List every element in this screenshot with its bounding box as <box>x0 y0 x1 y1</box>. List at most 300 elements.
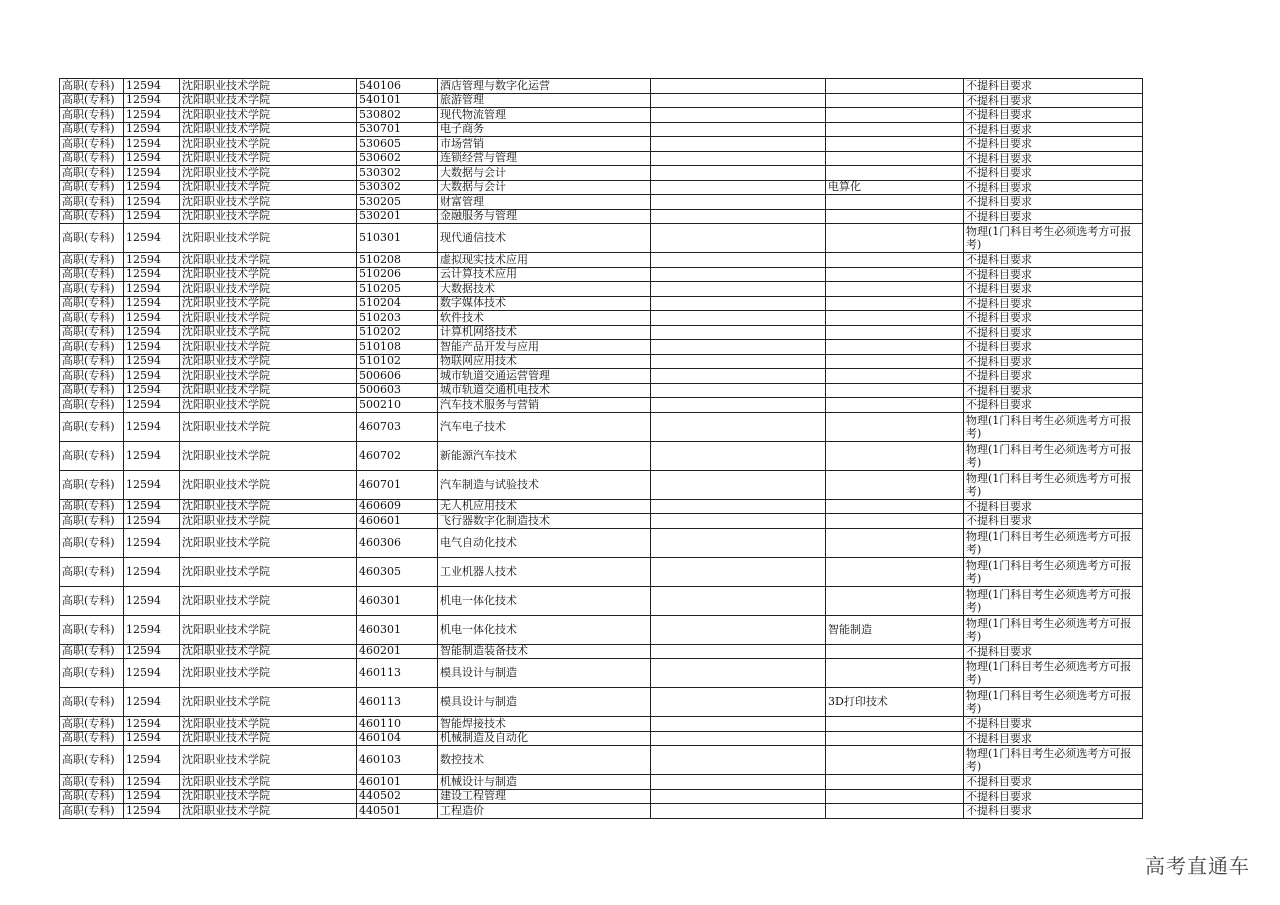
cell-school-code: 12594 <box>124 340 180 355</box>
cell-level: 高职(专科) <box>60 688 124 717</box>
cell-level: 高职(专科) <box>60 151 124 166</box>
cell-level: 高职(专科) <box>60 514 124 529</box>
table-row <box>60 180 1143 195</box>
cell-level: 高职(专科) <box>60 180 124 195</box>
table-row <box>60 528 1143 557</box>
cell-subject-requirement: 不提科目要求 <box>964 383 1143 398</box>
cell-subject-requirement: 物理(1门科目考生必须选考方可报考) <box>964 224 1143 253</box>
cell-direction <box>826 644 964 659</box>
cell-major-code: 460306 <box>357 528 438 557</box>
cell-subject-requirement: 不提科目要求 <box>964 108 1143 123</box>
cell-major-code: 460103 <box>357 746 438 775</box>
cell-school-name: 沈阳职业技术学院 <box>180 253 357 268</box>
table-row <box>60 296 1143 311</box>
cell-direction: 智能制造 <box>826 615 964 644</box>
cell-school-name: 沈阳职业技术学院 <box>180 325 357 340</box>
cell-school-name: 沈阳职业技术学院 <box>180 195 357 210</box>
cell-subject-requirement: 不提科目要求 <box>964 775 1143 790</box>
table-row <box>60 383 1143 398</box>
cell-level: 高职(专科) <box>60 717 124 732</box>
cell-subject-requirement: 不提科目要求 <box>964 354 1143 369</box>
cell-subject-requirement: 不提科目要求 <box>964 137 1143 152</box>
cell-subject-requirement: 物理(1门科目考生必须选考方可报考) <box>964 586 1143 615</box>
cell-major-name: 物联网应用技术 <box>438 354 651 369</box>
cell-school-name: 沈阳职业技术学院 <box>180 615 357 644</box>
cell-major-code: 500603 <box>357 383 438 398</box>
cell-major-code: 460101 <box>357 775 438 790</box>
cell-direction <box>826 383 964 398</box>
table-row <box>60 644 1143 659</box>
cell-note <box>651 108 826 123</box>
cell-major-name: 软件技术 <box>438 311 651 326</box>
cell-major-code: 500210 <box>357 398 438 413</box>
cell-major-name: 虚拟现实技术应用 <box>438 253 651 268</box>
cell-school-name: 沈阳职业技术学院 <box>180 499 357 514</box>
cell-major-name: 现代物流管理 <box>438 108 651 123</box>
cell-note <box>651 557 826 586</box>
cell-direction <box>826 514 964 529</box>
table-row <box>60 746 1143 775</box>
cell-school-code: 12594 <box>124 586 180 615</box>
cell-subject-requirement: 不提科目要求 <box>964 717 1143 732</box>
cell-major-name: 机电一体化技术 <box>438 615 651 644</box>
cell-school-code: 12594 <box>124 209 180 224</box>
cell-direction <box>826 209 964 224</box>
cell-direction <box>826 499 964 514</box>
cell-school-code: 12594 <box>124 804 180 819</box>
cell-direction <box>826 296 964 311</box>
table-row <box>60 151 1143 166</box>
cell-major-code: 460301 <box>357 615 438 644</box>
cell-note <box>651 688 826 717</box>
cell-major-code: 530602 <box>357 151 438 166</box>
table-row <box>60 688 1143 717</box>
cell-direction <box>826 354 964 369</box>
cell-school-name: 沈阳职业技术学院 <box>180 789 357 804</box>
cell-major-name: 汽车制造与试验技术 <box>438 470 651 499</box>
cell-direction <box>826 311 964 326</box>
cell-note <box>651 340 826 355</box>
cell-note <box>651 325 826 340</box>
table-row <box>60 166 1143 181</box>
cell-level: 高职(专科) <box>60 615 124 644</box>
cell-direction <box>826 775 964 790</box>
cell-major-name: 机械制造及自动化 <box>438 731 651 746</box>
cell-direction <box>826 282 964 297</box>
cell-major-name: 电子商务 <box>438 122 651 137</box>
cell-subject-requirement: 不提科目要求 <box>964 499 1143 514</box>
cell-direction <box>826 267 964 282</box>
cell-major-code: 460601 <box>357 514 438 529</box>
cell-major-code: 460104 <box>357 731 438 746</box>
cell-school-code: 12594 <box>124 93 180 108</box>
cell-major-name: 城市轨道交通运营管理 <box>438 369 651 384</box>
cell-level: 高职(专科) <box>60 499 124 514</box>
cell-direction <box>826 369 964 384</box>
cell-note <box>651 267 826 282</box>
cell-subject-requirement: 不提科目要求 <box>964 267 1143 282</box>
table-row <box>60 354 1143 369</box>
cell-school-name: 沈阳职业技术学院 <box>180 122 357 137</box>
cell-direction <box>826 441 964 470</box>
cell-major-name: 数控技术 <box>438 746 651 775</box>
cell-level: 高职(专科) <box>60 775 124 790</box>
table-row <box>60 325 1143 340</box>
cell-major-code: 460305 <box>357 557 438 586</box>
cell-school-code: 12594 <box>124 383 180 398</box>
cell-major-code: 510202 <box>357 325 438 340</box>
cell-school-code: 12594 <box>124 441 180 470</box>
cell-subject-requirement: 不提科目要求 <box>964 398 1143 413</box>
cell-school-code: 12594 <box>124 717 180 732</box>
cell-subject-requirement: 不提科目要求 <box>964 282 1143 297</box>
table-row <box>60 137 1143 152</box>
cell-note <box>651 398 826 413</box>
cell-major-code: 530302 <box>357 166 438 181</box>
cell-major-code: 530205 <box>357 195 438 210</box>
cell-major-name: 模具设计与制造 <box>438 688 651 717</box>
cell-major-code: 460301 <box>357 586 438 615</box>
cell-level: 高职(专科) <box>60 340 124 355</box>
cell-major-code: 460609 <box>357 499 438 514</box>
cell-level: 高职(专科) <box>60 470 124 499</box>
table-row <box>60 441 1143 470</box>
cell-subject-requirement: 物理(1门科目考生必须选考方可报考) <box>964 746 1143 775</box>
cell-subject-requirement: 物理(1门科目考生必须选考方可报考) <box>964 688 1143 717</box>
cell-school-name: 沈阳职业技术学院 <box>180 311 357 326</box>
cell-direction <box>826 195 964 210</box>
cell-direction <box>826 166 964 181</box>
cell-school-code: 12594 <box>124 528 180 557</box>
table-row <box>60 775 1143 790</box>
cell-major-code: 440501 <box>357 804 438 819</box>
cell-direction <box>826 528 964 557</box>
cell-note <box>651 253 826 268</box>
cell-subject-requirement: 物理(1门科目考生必须选考方可报考) <box>964 659 1143 688</box>
cell-school-code: 12594 <box>124 775 180 790</box>
cell-school-code: 12594 <box>124 122 180 137</box>
cell-school-code: 12594 <box>124 412 180 441</box>
cell-school-name: 沈阳职业技术学院 <box>180 644 357 659</box>
table-row <box>60 122 1143 137</box>
cell-note <box>651 731 826 746</box>
cell-school-name: 沈阳职业技术学院 <box>180 383 357 398</box>
cell-major-code: 510108 <box>357 340 438 355</box>
cell-school-code: 12594 <box>124 514 180 529</box>
cell-note <box>651 224 826 253</box>
cell-note <box>651 151 826 166</box>
cell-level: 高职(专科) <box>60 412 124 441</box>
cell-school-name: 沈阳职业技术学院 <box>180 717 357 732</box>
cell-subject-requirement: 物理(1门科目考生必须选考方可报考) <box>964 441 1143 470</box>
cell-subject-requirement: 物理(1门科目考生必须选考方可报考) <box>964 615 1143 644</box>
cell-note <box>651 296 826 311</box>
cell-school-code: 12594 <box>124 398 180 413</box>
cell-school-code: 12594 <box>124 557 180 586</box>
cell-school-code: 12594 <box>124 789 180 804</box>
cell-major-name: 旅游管理 <box>438 93 651 108</box>
cell-major-code: 460201 <box>357 644 438 659</box>
cell-note <box>651 470 826 499</box>
cell-school-code: 12594 <box>124 470 180 499</box>
cell-subject-requirement: 不提科目要求 <box>964 195 1143 210</box>
cell-school-code: 12594 <box>124 354 180 369</box>
cell-major-name: 数字媒体技术 <box>438 296 651 311</box>
table-row <box>60 615 1143 644</box>
cell-level: 高职(专科) <box>60 108 124 123</box>
cell-subject-requirement: 不提科目要求 <box>964 340 1143 355</box>
cell-major-code: 510301 <box>357 224 438 253</box>
cell-major-name: 智能制造装备技术 <box>438 644 651 659</box>
cell-note <box>651 354 826 369</box>
cell-subject-requirement: 不提科目要求 <box>964 166 1143 181</box>
cell-major-code: 460110 <box>357 717 438 732</box>
cell-major-code: 510203 <box>357 311 438 326</box>
cell-school-name: 沈阳职业技术学院 <box>180 412 357 441</box>
cell-major-name: 模具设计与制造 <box>438 659 651 688</box>
cell-note <box>651 93 826 108</box>
cell-major-name: 工业机器人技术 <box>438 557 651 586</box>
cell-note <box>651 209 826 224</box>
table-row <box>60 731 1143 746</box>
cell-subject-requirement: 不提科目要求 <box>964 369 1143 384</box>
cell-level: 高职(专科) <box>60 789 124 804</box>
cell-note <box>651 79 826 94</box>
cell-school-name: 沈阳职业技术学院 <box>180 398 357 413</box>
cell-level: 高职(专科) <box>60 586 124 615</box>
cell-subject-requirement: 不提科目要求 <box>964 296 1143 311</box>
cell-level: 高职(专科) <box>60 209 124 224</box>
table-row <box>60 195 1143 210</box>
cell-subject-requirement: 不提科目要求 <box>964 325 1143 340</box>
cell-school-name: 沈阳职业技术学院 <box>180 340 357 355</box>
table-row <box>60 412 1143 441</box>
cell-school-name: 沈阳职业技术学院 <box>180 224 357 253</box>
cell-direction <box>826 804 964 819</box>
cell-school-code: 12594 <box>124 296 180 311</box>
table-row <box>60 340 1143 355</box>
cell-direction <box>826 586 964 615</box>
cell-direction <box>826 253 964 268</box>
cell-school-code: 12594 <box>124 224 180 253</box>
cell-direction <box>826 470 964 499</box>
table-row <box>60 253 1143 268</box>
cell-major-name: 无人机应用技术 <box>438 499 651 514</box>
cell-school-code: 12594 <box>124 180 180 195</box>
cell-major-code: 440502 <box>357 789 438 804</box>
cell-major-name: 市场营销 <box>438 137 651 152</box>
cell-note <box>651 122 826 137</box>
cell-major-code: 530201 <box>357 209 438 224</box>
cell-major-name: 酒店管理与数字化运营 <box>438 79 651 94</box>
cell-school-name: 沈阳职业技术学院 <box>180 151 357 166</box>
cell-school-code: 12594 <box>124 282 180 297</box>
cell-subject-requirement: 不提科目要求 <box>964 79 1143 94</box>
cell-note <box>651 775 826 790</box>
cell-subject-requirement: 不提科目要求 <box>964 93 1143 108</box>
cell-school-code: 12594 <box>124 311 180 326</box>
watermark-text: 高考直通车 <box>1145 854 1250 878</box>
cell-major-code: 460113 <box>357 688 438 717</box>
cell-major-name: 计算机网络技术 <box>438 325 651 340</box>
cell-direction <box>826 557 964 586</box>
cell-note <box>651 180 826 195</box>
cell-level: 高职(专科) <box>60 166 124 181</box>
cell-subject-requirement: 物理(1门科目考生必须选考方可报考) <box>964 528 1143 557</box>
cell-direction <box>826 122 964 137</box>
table-row <box>60 79 1143 94</box>
table-row <box>60 804 1143 819</box>
table-row <box>60 224 1143 253</box>
cell-note <box>651 282 826 297</box>
cell-level: 高职(专科) <box>60 224 124 253</box>
cell-note <box>651 369 826 384</box>
cell-direction <box>826 325 964 340</box>
cell-direction <box>826 137 964 152</box>
cell-direction <box>826 398 964 413</box>
cell-school-name: 沈阳职业技术学院 <box>180 267 357 282</box>
cell-major-name: 连锁经营与管理 <box>438 151 651 166</box>
cell-level: 高职(专科) <box>60 253 124 268</box>
cell-school-code: 12594 <box>124 79 180 94</box>
table-row <box>60 209 1143 224</box>
table-row <box>60 789 1143 804</box>
cell-major-name: 汽车电子技术 <box>438 412 651 441</box>
table-row <box>60 586 1143 615</box>
cell-level: 高职(专科) <box>60 354 124 369</box>
cell-school-code: 12594 <box>124 195 180 210</box>
cell-level: 高职(专科) <box>60 644 124 659</box>
cell-note <box>651 615 826 644</box>
cell-school-name: 沈阳职业技术学院 <box>180 282 357 297</box>
cell-level: 高职(专科) <box>60 296 124 311</box>
cell-direction <box>826 93 964 108</box>
cell-major-name: 机械设计与制造 <box>438 775 651 790</box>
cell-major-name: 新能源汽车技术 <box>438 441 651 470</box>
cell-school-name: 沈阳职业技术学院 <box>180 108 357 123</box>
table-row <box>60 93 1143 108</box>
cell-level: 高职(专科) <box>60 731 124 746</box>
cell-major-name: 建设工程管理 <box>438 789 651 804</box>
cell-note <box>651 383 826 398</box>
cell-major-code: 510205 <box>357 282 438 297</box>
cell-major-code: 530701 <box>357 122 438 137</box>
cell-note <box>651 746 826 775</box>
cell-school-code: 12594 <box>124 267 180 282</box>
cell-note <box>651 789 826 804</box>
cell-direction <box>826 746 964 775</box>
cell-direction <box>826 789 964 804</box>
cell-school-name: 沈阳职业技术学院 <box>180 775 357 790</box>
cell-subject-requirement: 不提科目要求 <box>964 253 1143 268</box>
cell-school-code: 12594 <box>124 325 180 340</box>
cell-major-name: 智能产品开发与应用 <box>438 340 651 355</box>
cell-note <box>651 499 826 514</box>
cell-major-name: 汽车技术服务与营销 <box>438 398 651 413</box>
cell-school-code: 12594 <box>124 746 180 775</box>
cell-direction <box>826 412 964 441</box>
cell-major-code: 500606 <box>357 369 438 384</box>
cell-note <box>651 137 826 152</box>
cell-major-code: 540101 <box>357 93 438 108</box>
cell-major-code: 460702 <box>357 441 438 470</box>
cell-major-code: 510102 <box>357 354 438 369</box>
cell-subject-requirement: 不提科目要求 <box>964 209 1143 224</box>
cell-note <box>651 441 826 470</box>
cell-level: 高职(专科) <box>60 137 124 152</box>
cell-major-name: 机电一体化技术 <box>438 586 651 615</box>
cell-subject-requirement: 不提科目要求 <box>964 789 1143 804</box>
cell-subject-requirement: 物理(1门科目考生必须选考方可报考) <box>964 412 1143 441</box>
table-row <box>60 369 1143 384</box>
table-row <box>60 398 1143 413</box>
table-row <box>60 282 1143 297</box>
cell-school-name: 沈阳职业技术学院 <box>180 514 357 529</box>
cell-subject-requirement: 不提科目要求 <box>964 122 1143 137</box>
cell-level: 高职(专科) <box>60 93 124 108</box>
cell-direction <box>826 79 964 94</box>
cell-school-name: 沈阳职业技术学院 <box>180 746 357 775</box>
cell-major-name: 金融服务与管理 <box>438 209 651 224</box>
cell-major-code: 510206 <box>357 267 438 282</box>
cell-school-code: 12594 <box>124 499 180 514</box>
cell-school-name: 沈阳职业技术学院 <box>180 557 357 586</box>
cell-major-code: 530605 <box>357 137 438 152</box>
cell-school-code: 12594 <box>124 253 180 268</box>
table-row <box>60 717 1143 732</box>
cell-subject-requirement: 不提科目要求 <box>964 804 1143 819</box>
cell-major-name: 电气自动化技术 <box>438 528 651 557</box>
cell-subject-requirement: 不提科目要求 <box>964 514 1143 529</box>
cell-major-code: 510208 <box>357 253 438 268</box>
cell-level: 高职(专科) <box>60 369 124 384</box>
cell-school-name: 沈阳职业技术学院 <box>180 688 357 717</box>
cell-note <box>651 528 826 557</box>
cell-school-code: 12594 <box>124 369 180 384</box>
cell-level: 高职(专科) <box>60 282 124 297</box>
cell-school-name: 沈阳职业技术学院 <box>180 180 357 195</box>
cell-level: 高职(专科) <box>60 528 124 557</box>
cell-major-code: 460113 <box>357 659 438 688</box>
cell-direction: 3D打印技术 <box>826 688 964 717</box>
cell-level: 高职(专科) <box>60 659 124 688</box>
cell-subject-requirement: 物理(1门科目考生必须选考方可报考) <box>964 557 1143 586</box>
cell-school-code: 12594 <box>124 659 180 688</box>
cell-major-name: 现代通信技术 <box>438 224 651 253</box>
cell-school-name: 沈阳职业技术学院 <box>180 586 357 615</box>
cell-level: 高职(专科) <box>60 441 124 470</box>
cell-school-name: 沈阳职业技术学院 <box>180 209 357 224</box>
cell-school-name: 沈阳职业技术学院 <box>180 369 357 384</box>
cell-school-name: 沈阳职业技术学院 <box>180 804 357 819</box>
cell-direction <box>826 340 964 355</box>
cell-school-name: 沈阳职业技术学院 <box>180 528 357 557</box>
cell-school-code: 12594 <box>124 166 180 181</box>
cell-level: 高职(专科) <box>60 79 124 94</box>
cell-level: 高职(专科) <box>60 398 124 413</box>
cell-school-name: 沈阳职业技术学院 <box>180 470 357 499</box>
cell-major-name: 智能焊接技术 <box>438 717 651 732</box>
table-row <box>60 514 1143 529</box>
cell-school-name: 沈阳职业技术学院 <box>180 441 357 470</box>
cell-note <box>651 644 826 659</box>
table-row <box>60 470 1143 499</box>
table-row <box>60 557 1143 586</box>
cell-subject-requirement: 不提科目要求 <box>964 311 1143 326</box>
cell-major-code: 510204 <box>357 296 438 311</box>
cell-major-name: 财富管理 <box>438 195 651 210</box>
cell-level: 高职(专科) <box>60 122 124 137</box>
